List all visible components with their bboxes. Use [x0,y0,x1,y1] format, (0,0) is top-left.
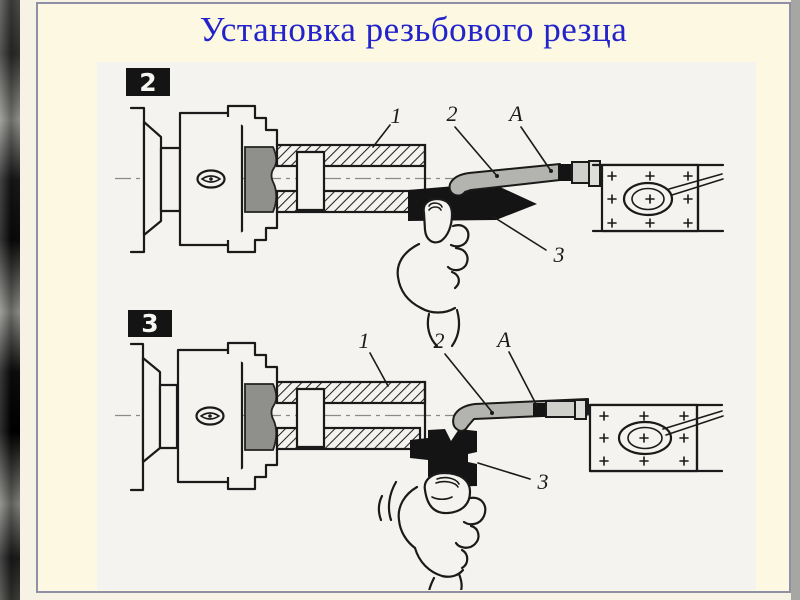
tool-post [593,165,723,231]
hand [398,199,469,346]
right-edge-strip [791,0,800,600]
workpiece [277,382,425,449]
chuck-jaw-grip [245,147,276,212]
callout-1: 1 [390,103,402,128]
tool-shank [572,162,589,183]
threading-tool [450,161,600,196]
tool-post [590,405,723,471]
step-badge [126,68,170,97]
spindle-cone [144,122,161,235]
lathe-diagrams-svg [97,62,756,590]
tool-clamp [575,400,586,419]
step-badge [128,309,172,338]
spindle-cone [143,358,160,462]
callout-3: 3 [553,242,565,267]
threading-tool [453,399,588,431]
workpiece [277,145,425,212]
figure-step-3 [115,309,723,590]
callout-2: 2 [446,101,458,126]
callout-A: A [509,101,523,126]
hand [379,473,485,590]
figure-step-2 [115,68,723,346]
workpiece-bushing [297,389,324,447]
slide-title: Установка резьбового резца [199,10,628,49]
page-edge-shadow [0,0,20,600]
callout-2: 2 [433,328,445,353]
workpiece-bushing [297,152,324,210]
thumb [425,473,470,513]
thumb [424,199,452,242]
tool-shank [546,401,575,417]
lathe-chuck [131,106,277,252]
tool-bit [533,403,546,417]
slide [36,2,791,593]
callout-3: 3 [537,469,549,494]
step-badge-number: 3 [141,309,159,338]
scanned-figure-paper [97,62,756,590]
callout-A: A [497,327,511,352]
tool-bit [558,164,572,181]
spindle-flange [161,148,180,211]
spindle-flange [160,385,177,448]
lathe-chuck [131,343,277,490]
callout-1: 1 [358,328,370,353]
chuck-jaw-grip [245,384,276,450]
step-badge-number: 2 [139,68,157,97]
